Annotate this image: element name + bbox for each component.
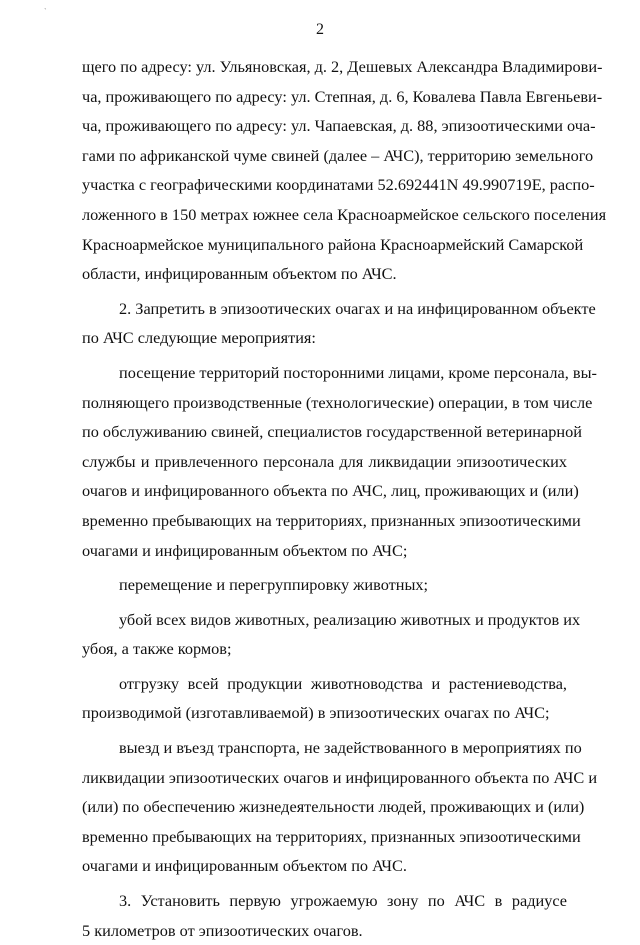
text-line: гами по африканской чуме свиней (далее – АЧС), территорию земельного: [82, 145, 594, 165]
text-line: убой всех видов животных, реализацию животных и продуктов их: [119, 609, 581, 629]
text-line: 3. Установить первую угрожаемую зону по АЧС в радиусе: [119, 891, 567, 911]
text-line: ложенного в 150 метрах южнее села Красноармейское сельского поселения: [82, 204, 607, 224]
paragraph-7: [82, 733, 598, 881]
text-line: посещение территорий посторонними лицами, кроме персонала, вы-: [119, 362, 597, 382]
text-line: очагами и инфицированным объектом по АЧС.: [82, 856, 407, 876]
page-number: 2: [316, 21, 324, 38]
scan-mark: `: [44, 7, 47, 16]
text-line: выезд и въезд транспорта, не задействованного в мероприятиях по: [119, 738, 582, 758]
text-line: по АЧС следующие мероприятия:: [82, 328, 316, 348]
text-line: Красноармейское муниципального района Красноармейский Самарской: [82, 234, 584, 254]
text-line: службы и привлеченного персонала для ликвидации эпизоотических: [82, 451, 567, 471]
paragraph-2: [82, 294, 596, 353]
text-line: очагов и инфицированного объекта по АЧС, лиц, проживающих и (или): [82, 481, 579, 501]
paragraph-5: [82, 605, 581, 664]
text-line: ча, проживающего по адресу: ул. Чапаевская, д. 88, эпизоотическими оча-: [82, 116, 596, 136]
text-line: щего по адресу: ул. Ульяновская, д. 2, Дешевых Александра Владимирови-: [82, 57, 603, 76]
text-line: участка с географическими координатами 52.692441N 49.990719E, распо-: [82, 175, 595, 195]
text-line: временно пребывающих на территориях, признанных эпизоотическими: [82, 826, 581, 846]
text-line: отгрузку всей продукции животноводства и растениеводства,: [119, 673, 567, 693]
text-line: ча, проживающего по адресу: ул. Степная, д. 6, Ковалева Павла Евгеньеви-: [82, 86, 603, 106]
text-line: 2. Запретить в эпизоотических очагах и на инфицированном объекте: [119, 298, 596, 318]
text-line: перемещение и перегруппировку животных;: [119, 575, 429, 595]
text-line: очагами и инфицированным объектом по АЧС;: [82, 540, 408, 560]
paragraph-8: [82, 886, 567, 945]
text-line: полняющего производственные (технологические) операции, в том числе: [82, 392, 593, 412]
text-line: производимой (изготавливаемой) в эпизоотических очагах по АЧС;: [82, 703, 550, 723]
paragraph-3: [82, 358, 597, 565]
paragraph-6: [82, 669, 567, 728]
text-line: области, инфицированным объектом по АЧС.: [82, 264, 397, 284]
text-line: ликвидации эпизоотических очагов и инфицированного объекта по АЧС и: [82, 767, 598, 787]
document-body: [82, 52, 607, 945]
paragraph-4: [82, 570, 567, 600]
text-line: убоя, а также кормов;: [82, 639, 232, 659]
text-line: 5 километров от эпизоотических очагов.: [82, 920, 363, 940]
text-line: (или) по обеспечению жизнедеятельности людей, проживающих и (или): [82, 797, 585, 817]
paragraph-1: [82, 52, 607, 289]
text-line: по обслуживанию свиней, специалистов государственной ветеринарной: [82, 422, 582, 442]
text-line: временно пребывающих на территориях, признанных эпизоотическими: [82, 510, 581, 530]
